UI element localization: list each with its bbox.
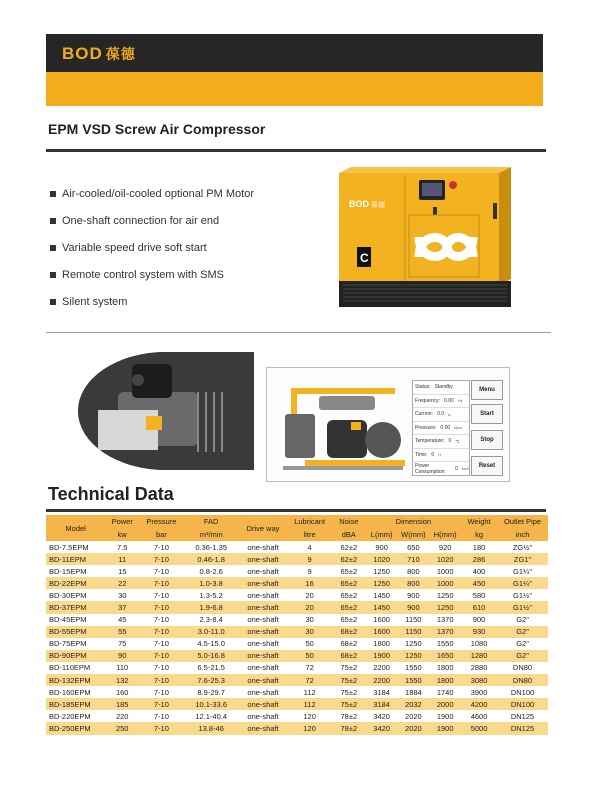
cell-width: 710 bbox=[398, 553, 430, 565]
brand-logo-cn: 葆德 bbox=[105, 46, 136, 62]
cell-model: BD-250EPM bbox=[46, 722, 105, 734]
cell-fad: 0.36-1.35 bbox=[184, 541, 239, 553]
cell-drive: one-shaft bbox=[239, 541, 288, 553]
compressor-internal-diagram bbox=[275, 374, 407, 478]
cell-pressure: 7-10 bbox=[139, 614, 183, 626]
technical-divider bbox=[46, 509, 546, 512]
cell-length: 1250 bbox=[366, 565, 398, 577]
header-weight: Weight bbox=[461, 515, 497, 528]
table-row bbox=[46, 662, 548, 674]
cell-model: BD-132EPM bbox=[46, 674, 105, 686]
cell-lubricant: 50 bbox=[287, 650, 331, 662]
cell-fad: 1.0-3.8 bbox=[184, 577, 239, 589]
section-divider bbox=[46, 332, 551, 333]
header-lubricant-unit: litre bbox=[287, 528, 331, 541]
cell-weight: 3900 bbox=[461, 686, 497, 698]
cell-outlet: DN80 bbox=[497, 662, 548, 674]
page-title: EPM VSD Screw Air Compressor bbox=[48, 121, 266, 137]
cell-fad: 1.9-6.8 bbox=[184, 601, 239, 613]
cell-power: 22 bbox=[105, 577, 139, 589]
feature-list bbox=[50, 180, 254, 315]
cell-drive: one-shaft bbox=[239, 698, 288, 710]
table-row bbox=[46, 614, 548, 626]
cell-fad: 1.3-5.2 bbox=[184, 589, 239, 601]
cell-model: BD-22EPM bbox=[46, 577, 105, 589]
cell-weight: 1080 bbox=[461, 638, 497, 650]
cell-model: BD-7.5EPM bbox=[46, 541, 105, 553]
cell-noise: 65±2 bbox=[332, 565, 366, 577]
cell-weight: 400 bbox=[461, 565, 497, 577]
cell-length: 1450 bbox=[366, 601, 398, 613]
cell-model: BD-55EPM bbox=[46, 626, 105, 638]
feature-item: Silent system bbox=[50, 288, 254, 315]
cell-noise: 62±2 bbox=[332, 553, 366, 565]
header-power: Power bbox=[105, 515, 139, 528]
header-outlet-unit: inch bbox=[497, 528, 548, 541]
cell-model: BD-11EPM bbox=[46, 553, 105, 565]
table-row bbox=[46, 577, 548, 589]
table-row bbox=[46, 626, 548, 638]
menu-button[interactable]: Menu bbox=[471, 380, 503, 400]
cell-outlet: DN125 bbox=[497, 722, 548, 734]
cell-drive: one-shaft bbox=[239, 553, 288, 565]
cell-model: BD-110EPM bbox=[46, 662, 105, 674]
cell-drive: one-shaft bbox=[239, 577, 288, 589]
cell-outlet: ZG1" bbox=[497, 553, 548, 565]
cell-noise: 75±2 bbox=[332, 674, 366, 686]
cell-lubricant: 30 bbox=[287, 614, 331, 626]
cell-pressure: 7-10 bbox=[139, 626, 183, 638]
technical-data-table bbox=[46, 515, 548, 735]
cell-pressure: 7-10 bbox=[139, 601, 183, 613]
cell-weight: 580 bbox=[461, 589, 497, 601]
cell-noise: 68±2 bbox=[332, 650, 366, 662]
bullet-icon bbox=[50, 218, 56, 224]
cell-noise: 68±2 bbox=[332, 638, 366, 650]
cell-outlet: DN100 bbox=[497, 698, 548, 710]
machine-logo-cn: 葆德 bbox=[371, 202, 385, 209]
cell-height: 1370 bbox=[429, 614, 461, 626]
cell-length: 1250 bbox=[366, 577, 398, 589]
cell-height: 1740 bbox=[429, 686, 461, 698]
cell-outlet: G1¼" bbox=[497, 577, 548, 589]
header-l: L(mm) bbox=[366, 528, 398, 541]
cell-length: 1020 bbox=[366, 553, 398, 565]
cell-drive: one-shaft bbox=[239, 722, 288, 734]
cell-outlet: G2" bbox=[497, 650, 548, 662]
header-noise-unit: dBA bbox=[332, 528, 366, 541]
brand-logo-text: BOD bbox=[62, 44, 103, 63]
table-row bbox=[46, 638, 548, 650]
header-w: W(mm) bbox=[398, 528, 430, 541]
cell-fad: 0.8-2.6 bbox=[184, 565, 239, 577]
feature-item: Variable speed drive soft start bbox=[50, 234, 254, 261]
table-row bbox=[46, 553, 548, 565]
cell-noise: 65±2 bbox=[332, 577, 366, 589]
cell-width: 1150 bbox=[398, 614, 430, 626]
current-row: Current: 0.0 A bbox=[413, 408, 469, 422]
cell-model: BD-30EPM bbox=[46, 589, 105, 601]
cell-height: 1250 bbox=[429, 601, 461, 613]
cell-power: 160 bbox=[105, 686, 139, 698]
machine-logo: BOD bbox=[349, 199, 369, 209]
header-model: Model bbox=[46, 515, 105, 541]
cell-height: 920 bbox=[429, 541, 461, 553]
cell-width: 1150 bbox=[398, 626, 430, 638]
cell-drive: one-shaft bbox=[239, 662, 288, 674]
cell-weight: 180 bbox=[461, 541, 497, 553]
pressure-row: Pressure: 0.00 Mpa bbox=[413, 422, 469, 436]
cell-outlet: G2" bbox=[497, 614, 548, 626]
cell-drive: one-shaft bbox=[239, 674, 288, 686]
cell-length: 1600 bbox=[366, 626, 398, 638]
cell-power: 90 bbox=[105, 650, 139, 662]
cell-weight: 930 bbox=[461, 626, 497, 638]
cell-width: 2020 bbox=[398, 722, 430, 734]
cell-model: BD-90EPM bbox=[46, 650, 105, 662]
brand-logo bbox=[62, 44, 136, 64]
cell-fad: 0.46-1.8 bbox=[184, 553, 239, 565]
cell-model: BD-220EPM bbox=[46, 710, 105, 722]
time-row: Time: 0 H bbox=[413, 449, 469, 463]
cell-lubricant: 16 bbox=[287, 577, 331, 589]
table-row bbox=[46, 565, 548, 577]
cell-lubricant: 112 bbox=[287, 698, 331, 710]
cell-model: BD-15EPM bbox=[46, 565, 105, 577]
cell-length: 3420 bbox=[366, 722, 398, 734]
power-consumption-row: Power Consumption: 0 kwh bbox=[415, 462, 469, 475]
header-pressure-unit: bar bbox=[139, 528, 183, 541]
cell-power: 185 bbox=[105, 698, 139, 710]
technical-data-title: Technical Data bbox=[48, 484, 174, 504]
cell-height: 1020 bbox=[429, 553, 461, 565]
cell-model: BD-185EPM bbox=[46, 698, 105, 710]
cell-width: 1884 bbox=[398, 686, 430, 698]
bullet-icon bbox=[50, 272, 56, 278]
cell-height: 1000 bbox=[429, 577, 461, 589]
header-drive: Drive way bbox=[239, 515, 288, 541]
cell-fad: 2.3-8.4 bbox=[184, 614, 239, 626]
cell-pressure: 7-10 bbox=[139, 638, 183, 650]
cell-width: 2020 bbox=[398, 710, 430, 722]
cell-width: 1550 bbox=[398, 662, 430, 674]
cell-lubricant: 20 bbox=[287, 589, 331, 601]
cell-height: 1900 bbox=[429, 710, 461, 722]
cell-outlet: DN125 bbox=[497, 710, 548, 722]
cell-fad: 4.5-15.0 bbox=[184, 638, 239, 650]
technical-data-body bbox=[46, 541, 548, 735]
cell-width: 900 bbox=[398, 601, 430, 613]
cell-fad: 7.6-25.3 bbox=[184, 674, 239, 686]
cell-drive: one-shaft bbox=[239, 650, 288, 662]
cell-width: 1250 bbox=[398, 638, 430, 650]
header-weight-unit: kg bbox=[461, 528, 497, 541]
machine-badge: C bbox=[360, 251, 369, 265]
cell-length: 3184 bbox=[366, 686, 398, 698]
table-row bbox=[46, 589, 548, 601]
cell-pressure: 7-10 bbox=[139, 650, 183, 662]
cell-weight: 2880 bbox=[461, 662, 497, 674]
cell-length: 3184 bbox=[366, 698, 398, 710]
cell-length: 1600 bbox=[366, 614, 398, 626]
cell-pressure: 7-10 bbox=[139, 662, 183, 674]
cell-power: 37 bbox=[105, 601, 139, 613]
table-row bbox=[46, 650, 548, 662]
cell-length: 900 bbox=[366, 541, 398, 553]
bullet-icon bbox=[50, 245, 56, 251]
cell-lubricant: 120 bbox=[287, 722, 331, 734]
cell-length: 2200 bbox=[366, 662, 398, 674]
cell-pressure: 7-10 bbox=[139, 577, 183, 589]
cell-outlet: G2" bbox=[497, 626, 548, 638]
cell-outlet: G1½" bbox=[497, 601, 548, 613]
cell-lubricant: 9 bbox=[287, 553, 331, 565]
start-button[interactable]: Start bbox=[471, 404, 503, 424]
feature-item: Remote control system with SMS bbox=[50, 261, 254, 288]
stop-button[interactable]: Stop bbox=[471, 430, 503, 450]
cell-noise: 65±2 bbox=[332, 601, 366, 613]
cell-height: 1900 bbox=[429, 722, 461, 734]
cell-pressure: 7-10 bbox=[139, 710, 183, 722]
header-outlet: Outlet Pipe bbox=[497, 515, 548, 528]
cell-pressure: 7-10 bbox=[139, 722, 183, 734]
cell-power: 75 bbox=[105, 638, 139, 650]
cell-drive: one-shaft bbox=[239, 686, 288, 698]
title-divider bbox=[46, 149, 546, 152]
cell-height: 1000 bbox=[429, 565, 461, 577]
cell-fad: 12.1-40.4 bbox=[184, 710, 239, 722]
cell-pressure: 7-10 bbox=[139, 553, 183, 565]
frequency-row: Frequency: 0.00 Hz bbox=[413, 395, 469, 409]
header-lubricant: Lubricant bbox=[287, 515, 331, 528]
table-row bbox=[46, 541, 548, 553]
header-h: H(mm) bbox=[429, 528, 461, 541]
cell-noise: 78±2 bbox=[332, 710, 366, 722]
header-pressure: Pressure bbox=[139, 515, 183, 528]
status-display bbox=[412, 380, 470, 476]
header-fad: FAD bbox=[184, 515, 239, 528]
cell-noise: 78±2 bbox=[332, 722, 366, 734]
cell-weight: 4200 bbox=[461, 698, 497, 710]
cell-weight: 4600 bbox=[461, 710, 497, 722]
cell-pressure: 7-10 bbox=[139, 686, 183, 698]
cell-lubricant: 112 bbox=[287, 686, 331, 698]
cell-outlet: DN80 bbox=[497, 674, 548, 686]
cell-noise: 62±2 bbox=[332, 541, 366, 553]
cell-weight: 5000 bbox=[461, 722, 497, 734]
feature-item: One-shaft connection for air end bbox=[50, 207, 254, 234]
cell-drive: one-shaft bbox=[239, 626, 288, 638]
cell-power: 45 bbox=[105, 614, 139, 626]
cell-weight: 900 bbox=[461, 614, 497, 626]
cell-outlet: G1½" bbox=[497, 589, 548, 601]
cell-noise: 68±2 bbox=[332, 626, 366, 638]
header-dimension: Dimension bbox=[366, 515, 461, 528]
cell-fad: 6.5-21.5 bbox=[184, 662, 239, 674]
cell-fad: 8.9-29.7 bbox=[184, 686, 239, 698]
table-row bbox=[46, 601, 548, 613]
cell-power: 250 bbox=[105, 722, 139, 734]
cell-length: 1450 bbox=[366, 589, 398, 601]
cell-power: 55 bbox=[105, 626, 139, 638]
cell-lubricant: 120 bbox=[287, 710, 331, 722]
cell-fad: 3.0-11.0 bbox=[184, 626, 239, 638]
cell-length: 3420 bbox=[366, 710, 398, 722]
cell-height: 1800 bbox=[429, 674, 461, 686]
cell-pressure: 7-10 bbox=[139, 565, 183, 577]
cell-width: 1550 bbox=[398, 674, 430, 686]
cell-height: 1250 bbox=[429, 589, 461, 601]
cell-power: 132 bbox=[105, 674, 139, 686]
cell-model: BD-75EPM bbox=[46, 638, 105, 650]
cell-lubricant: 4 bbox=[287, 541, 331, 553]
cell-lubricant: 72 bbox=[287, 662, 331, 674]
cell-weight: 3080 bbox=[461, 674, 497, 686]
cell-drive: one-shaft bbox=[239, 565, 288, 577]
feature-item: Air-cooled/oil-cooled optional PM Motor bbox=[50, 180, 254, 207]
cell-noise: 75±2 bbox=[332, 686, 366, 698]
cell-fad: 13.8-46 bbox=[184, 722, 239, 734]
cell-width: 1250 bbox=[398, 650, 430, 662]
cell-length: 1800 bbox=[366, 638, 398, 650]
cell-drive: one-shaft bbox=[239, 614, 288, 626]
cell-pressure: 7-10 bbox=[139, 698, 183, 710]
cell-noise: 75±2 bbox=[332, 698, 366, 710]
cell-outlet: G2" bbox=[497, 638, 548, 650]
bullet-icon bbox=[50, 299, 56, 305]
cell-lubricant: 30 bbox=[287, 626, 331, 638]
cell-drive: one-shaft bbox=[239, 601, 288, 613]
table-row bbox=[46, 698, 548, 710]
cell-width: 800 bbox=[398, 565, 430, 577]
cell-lubricant: 9 bbox=[287, 565, 331, 577]
reset-button[interactable]: Reset bbox=[471, 456, 503, 476]
cell-fad: 10.1-33.6 bbox=[184, 698, 239, 710]
cell-width: 2032 bbox=[398, 698, 430, 710]
cell-power: 30 bbox=[105, 589, 139, 601]
table-row bbox=[46, 722, 548, 734]
cell-power: 15 bbox=[105, 565, 139, 577]
cell-height: 1550 bbox=[429, 638, 461, 650]
header-fad-unit: m³/min bbox=[184, 528, 239, 541]
cell-weight: 286 bbox=[461, 553, 497, 565]
cell-outlet: G1¼" bbox=[497, 565, 548, 577]
cell-power: 7.5 bbox=[105, 541, 139, 553]
table-row bbox=[46, 710, 548, 722]
cell-weight: 610 bbox=[461, 601, 497, 613]
status-row: Status: Standby bbox=[413, 381, 469, 395]
cell-height: 2000 bbox=[429, 698, 461, 710]
cell-length: 1900 bbox=[366, 650, 398, 662]
cell-power: 220 bbox=[105, 710, 139, 722]
table-row bbox=[46, 686, 548, 698]
cell-outlet: DN100 bbox=[497, 686, 548, 698]
temperature-row: Temperature: 0 ℃ bbox=[413, 435, 469, 449]
cell-length: 2200 bbox=[366, 674, 398, 686]
cell-power: 110 bbox=[105, 662, 139, 674]
header-noise: Noise bbox=[332, 515, 366, 528]
control-panel-illustration bbox=[266, 367, 510, 482]
cell-lubricant: 72 bbox=[287, 674, 331, 686]
cell-lubricant: 50 bbox=[287, 638, 331, 650]
cell-fad: 5.0-16.8 bbox=[184, 650, 239, 662]
cell-height: 1370 bbox=[429, 626, 461, 638]
cell-noise: 65±2 bbox=[332, 589, 366, 601]
bullet-icon bbox=[50, 191, 56, 197]
cell-height: 1650 bbox=[429, 650, 461, 662]
cell-power: 11 bbox=[105, 553, 139, 565]
cell-pressure: 7-10 bbox=[139, 674, 183, 686]
cell-outlet: ZG½" bbox=[497, 541, 548, 553]
header-power-unit: kw bbox=[105, 528, 139, 541]
cell-height: 1800 bbox=[429, 662, 461, 674]
cell-drive: one-shaft bbox=[239, 589, 288, 601]
cell-width: 900 bbox=[398, 589, 430, 601]
cell-pressure: 7-10 bbox=[139, 541, 183, 553]
cell-drive: one-shaft bbox=[239, 710, 288, 722]
cell-weight: 450 bbox=[461, 577, 497, 589]
table-row bbox=[46, 674, 548, 686]
motor-photo bbox=[78, 352, 254, 470]
cell-pressure: 7-10 bbox=[139, 589, 183, 601]
cell-width: 800 bbox=[398, 577, 430, 589]
compressor-machine-image bbox=[335, 163, 513, 309]
cell-model: BD-160EPM bbox=[46, 686, 105, 698]
cell-noise: 65±2 bbox=[332, 614, 366, 626]
cell-weight: 1280 bbox=[461, 650, 497, 662]
cell-lubricant: 20 bbox=[287, 601, 331, 613]
cell-drive: one-shaft bbox=[239, 638, 288, 650]
cell-noise: 75±2 bbox=[332, 662, 366, 674]
cell-model: BD-37EPM bbox=[46, 601, 105, 613]
cell-model: BD-45EPM bbox=[46, 614, 105, 626]
cell-width: 650 bbox=[398, 541, 430, 553]
